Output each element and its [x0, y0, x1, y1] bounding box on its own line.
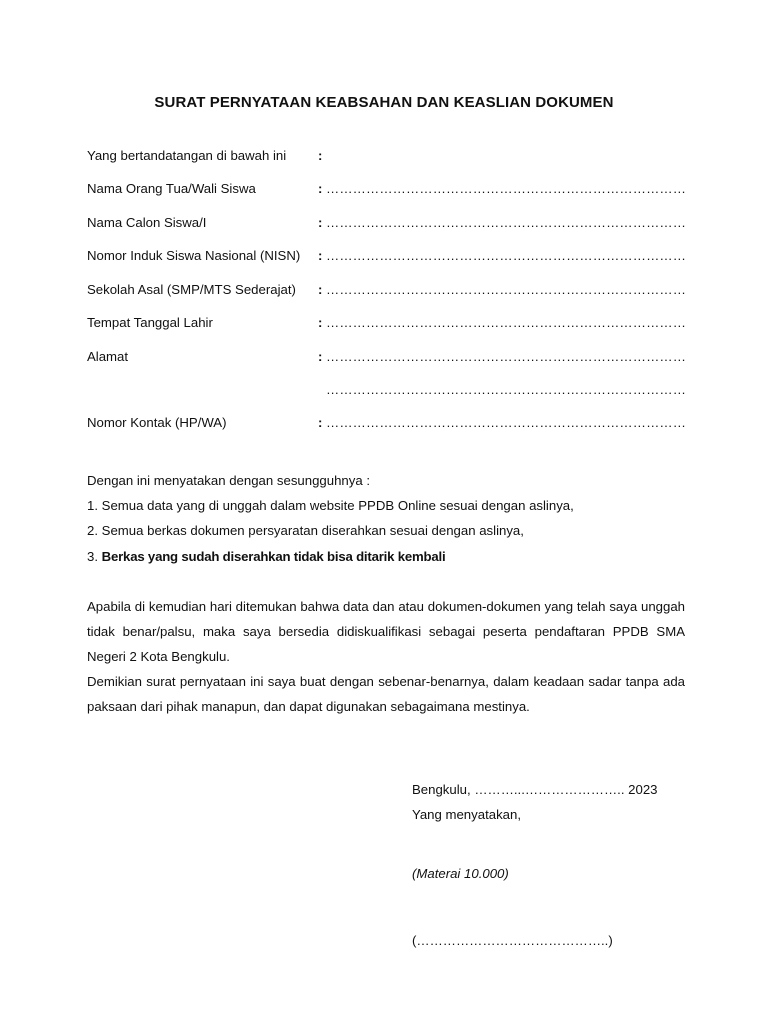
field-colon: : — [318, 282, 323, 297]
field-colon: : — [318, 248, 323, 263]
field-label: Alamat — [87, 349, 129, 364]
field-label: Sekolah Asal (SMP/MTS Sederajat) — [87, 282, 296, 297]
field-label: Nomor Kontak (HP/WA) — [87, 415, 227, 430]
field-colon: : — [318, 315, 323, 330]
field-blank-line: ……………………………………………………………………… — [326, 282, 687, 297]
field-label: Nama Calon Siswa/I — [87, 215, 207, 230]
statement-item-number: 3. — [87, 549, 102, 564]
field-blank-line: ……………………………………………………………………… — [326, 215, 687, 230]
statement-item: 1. Semua data yang di unggah dalam website PPDB Online sesuai dengan aslinya, — [87, 498, 574, 513]
field-label: Tempat Tanggal Lahir — [87, 315, 213, 330]
field-colon: : — [318, 181, 323, 196]
field-blank-line: ……………………………………………………………………… — [326, 248, 687, 263]
field-colon: : — [318, 349, 323, 364]
consequence-paragraph: Apabila di kemudian hari ditemukan bahwa data dan atau dokumen-dokumen yang telah saya unggah tidak benar/palsu, maka saya bersedia didiskualifikasi sebagai peserta pendaftaran PPDB SMA Negeri 2 Kota Bengkulu. — [87, 599, 685, 664]
field-label: Nomor Induk Siswa Nasional (NISN) — [87, 248, 301, 263]
closing-paragraph: Demikian surat pernyataan ini saya buat dengan sebenar-benarnya, dalam keadaan sadar tanpa ada paksaan dari pihak manapun, dan dapat digunakan sebagaimana mestinya. — [87, 674, 685, 714]
field-colon: : — [318, 415, 323, 430]
field-label: Nama Orang Tua/Wali Siswa — [87, 181, 256, 196]
statement-lead: Dengan ini menyatakan dengan sesungguhnya : — [87, 473, 371, 488]
declarant-label: Yang menyatakan, — [412, 807, 521, 822]
field-blank-line: ……………………………………………………………………… — [326, 382, 687, 397]
field-blank-line: ……………………………………………………………………… — [326, 415, 687, 430]
intro-label: Yang bertandatangan di bawah ini — [87, 148, 287, 163]
place-date-line: Bengkulu, ………...………………….. 2023 — [412, 782, 658, 797]
field-colon: : — [318, 215, 323, 230]
document-title: SURAT PERNYATAAN KEABSAHAN DAN KEASLIAN DOKUMEN — [154, 94, 614, 111]
statement-item-bold-text: Berkas yang sudah diserahkan tidak bisa ditarik kembali — [101, 549, 446, 564]
field-colon: : — [318, 148, 323, 163]
signature-name-line: (……………………………………..) — [412, 933, 613, 948]
stamp-duty-note: (Materai 10.000) — [412, 866, 509, 881]
field-blank-line: ……………………………………………………………………… — [326, 315, 687, 330]
statement-item: 2. Semua berkas dokumen persyaratan diserahkan sesuai dengan aslinya, — [87, 523, 524, 538]
field-blank-line: ……………………………………………………………………… — [326, 181, 687, 196]
statement-item — [87, 549, 445, 564]
field-blank-line: ……………………………………………………………………… — [326, 349, 687, 364]
